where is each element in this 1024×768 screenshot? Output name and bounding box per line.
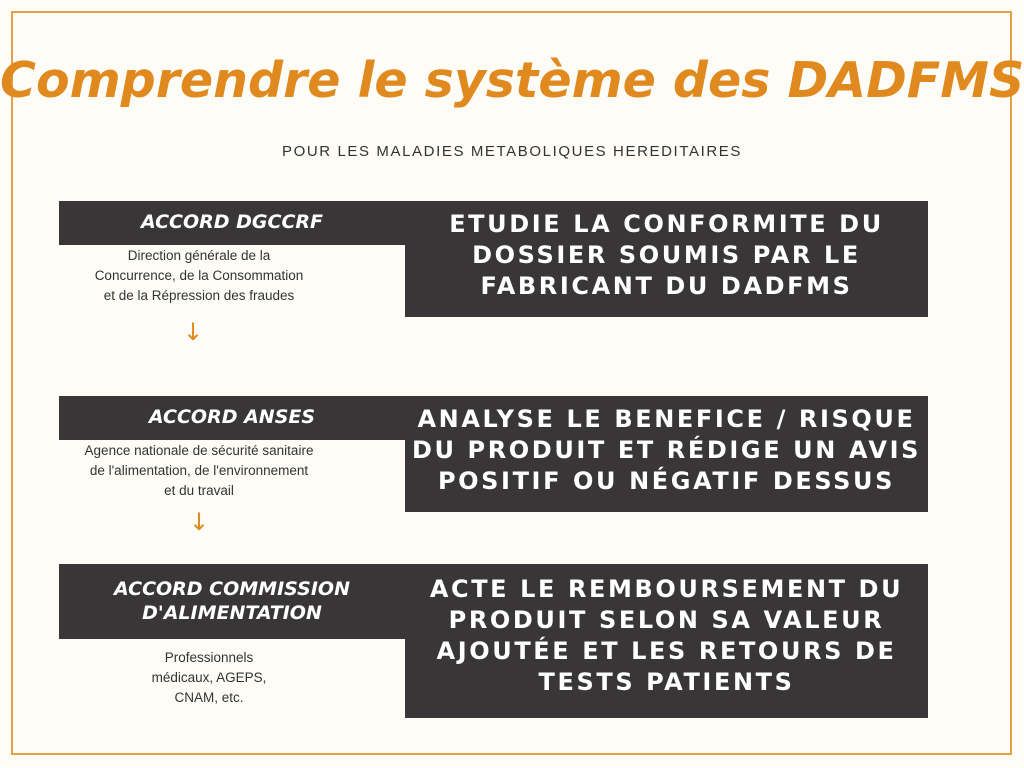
step-3-action	[405, 564, 928, 718]
step-3-description	[59, 648, 359, 708]
step-2-label	[59, 396, 405, 440]
page-subtitle: POUR LES MALADIES METABOLIQUES HEREDITAIRES	[281, 143, 742, 160]
step-3-label-line-1: ACCORD COMMISSION	[114, 577, 350, 600]
step-3-label-line-2: D'ALIMENTATION	[142, 601, 322, 624]
step-2-description	[59, 441, 339, 501]
step-2-action	[405, 396, 928, 512]
step-2-description-line-1: Agence nationale de sécurité sanitaire	[84, 443, 314, 458]
step-1-description-line-3: et de la Répression des fraudes	[103, 288, 295, 303]
step-1-description-line-1: Direction générale de la	[127, 248, 271, 263]
step-3-action-line-2: PRODUIT SELON SA VALEUR	[448, 606, 885, 634]
step-1-action-line-1: ETUDIE LA CONFORMITE DU	[449, 210, 884, 238]
step-1-description-line-2: Concurrence, de la Consommation	[94, 268, 304, 283]
step-2-action-line-3: POSITIF OU NÉGATIF DESSUS	[437, 467, 896, 495]
step-3-action-line-4: TESTS PATIENTS	[538, 668, 795, 696]
step-2-description-line-2: de l'alimentation, de l'environnement	[89, 463, 309, 478]
step-2-action-line-1: ANALYSE LE BENEFICE / RISQUE	[417, 405, 916, 433]
step-3-description-line-1: Professionnels	[164, 650, 254, 665]
step-1-action	[405, 201, 928, 317]
step-1-label	[59, 201, 405, 245]
step-3-label	[59, 564, 405, 639]
step-2-arrow-down-icon: ↓	[189, 508, 210, 536]
step-1-label-line-1: ACCORD DGCCRF	[140, 211, 324, 234]
step-3-action-line-1: ACTE LE REMBOURSEMENT DU	[429, 575, 904, 603]
step-3-description-line-2: médicaux, AGEPS,	[151, 670, 267, 685]
step-1-action-line-3: FABRICANT DU DADFMS	[480, 272, 853, 300]
step-2-action-line-2: DU PRODUIT ET RÉDIGE UN AVIS	[411, 436, 922, 464]
step-2-label-line-1: ACCORD ANSES	[148, 406, 316, 429]
page-title: Comprendre le système des DADFMS	[0, 52, 1024, 109]
step-3-action-line-3: AJOUTÉE ET LES RETOURS DE	[436, 637, 897, 665]
step-1-action-line-2: DOSSIER SOUMIS PAR LE	[472, 241, 861, 269]
step-3-description-line-3: CNAM, etc.	[174, 690, 244, 705]
step-2-description-line-3: et du travail	[164, 483, 234, 498]
step-1-description	[59, 246, 339, 306]
step-1-arrow-down-icon: ↓	[183, 318, 204, 346]
